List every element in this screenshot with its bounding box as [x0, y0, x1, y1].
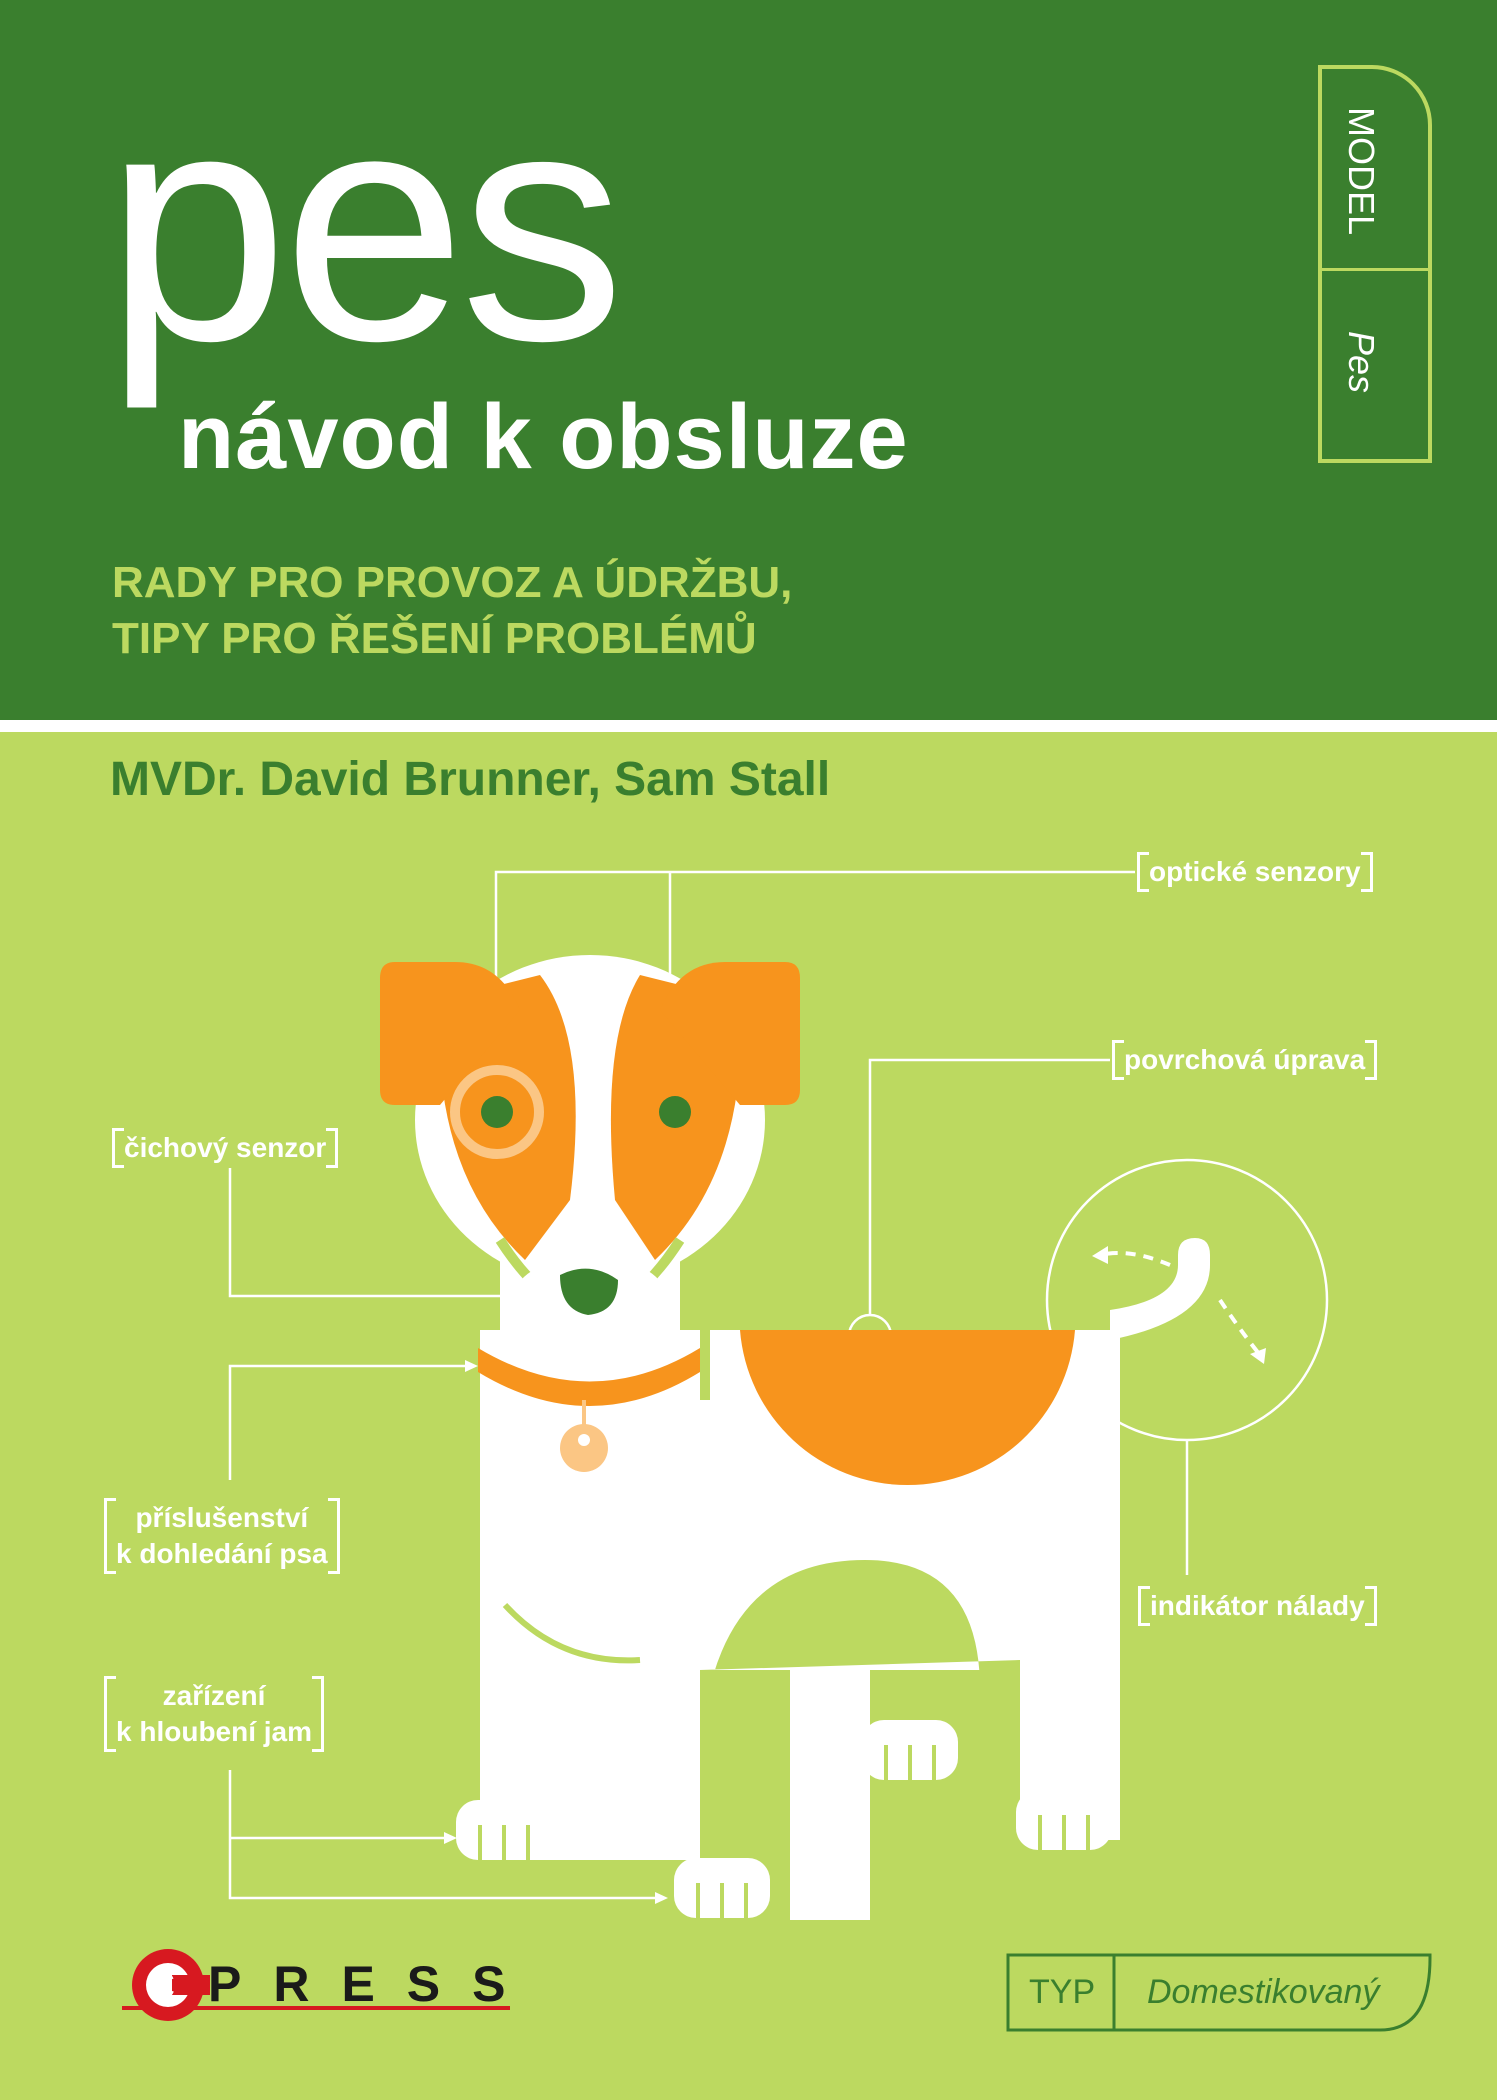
model-label: MODEL [1341, 107, 1382, 236]
type-box [1007, 1955, 1432, 2031]
book-subtitle: návod k obsluze [178, 386, 909, 488]
left-eye [481, 1096, 513, 1128]
book-authors: MVDr. David Brunner, Sam Stall [110, 753, 831, 806]
tagline-line-2: TIPY PRO ŘEŠENÍ PROBLÉMŮ [112, 614, 757, 663]
dog-tail [1110, 1238, 1210, 1340]
callout-line-accessory [230, 1366, 470, 1480]
type-value: Domestikovaný [1147, 1973, 1380, 2011]
publisher-mark-letter: C [146, 1964, 175, 2008]
publisher-name: PRESS [208, 1956, 538, 2012]
publisher-logo [120, 1945, 538, 2025]
label-surface-finish: povrchová úprava [1112, 1040, 1377, 1080]
label-accessory-line-1: příslušenství [135, 1502, 309, 1533]
right-eye [659, 1096, 691, 1128]
label-digging-line-1: zařízení [162, 1680, 266, 1711]
label-accessory [104, 1498, 340, 1574]
label-digging-device [104, 1676, 324, 1752]
book-title: pes [105, 40, 620, 409]
label-mood-indicator: indikátor nálady [1138, 1586, 1377, 1626]
type-label: TYP [1029, 1973, 1096, 2011]
model-value: Pes [1341, 331, 1382, 394]
label-digging-line-2: k hloubení jam [116, 1716, 313, 1747]
label-accessory-line-2: k dohledání psa [116, 1538, 328, 1569]
publisher-c-mark [120, 1945, 210, 2025]
callout-line-surface [870, 1060, 1110, 1315]
label-optical-sensors: optické senzory [1137, 852, 1373, 892]
tagline-line-1: RADY PRO PROVOZ A ÚDRŽBU, [112, 558, 793, 607]
collar-tag [560, 1424, 608, 1472]
label-smell-sensor: čichový senzor [112, 1128, 338, 1168]
